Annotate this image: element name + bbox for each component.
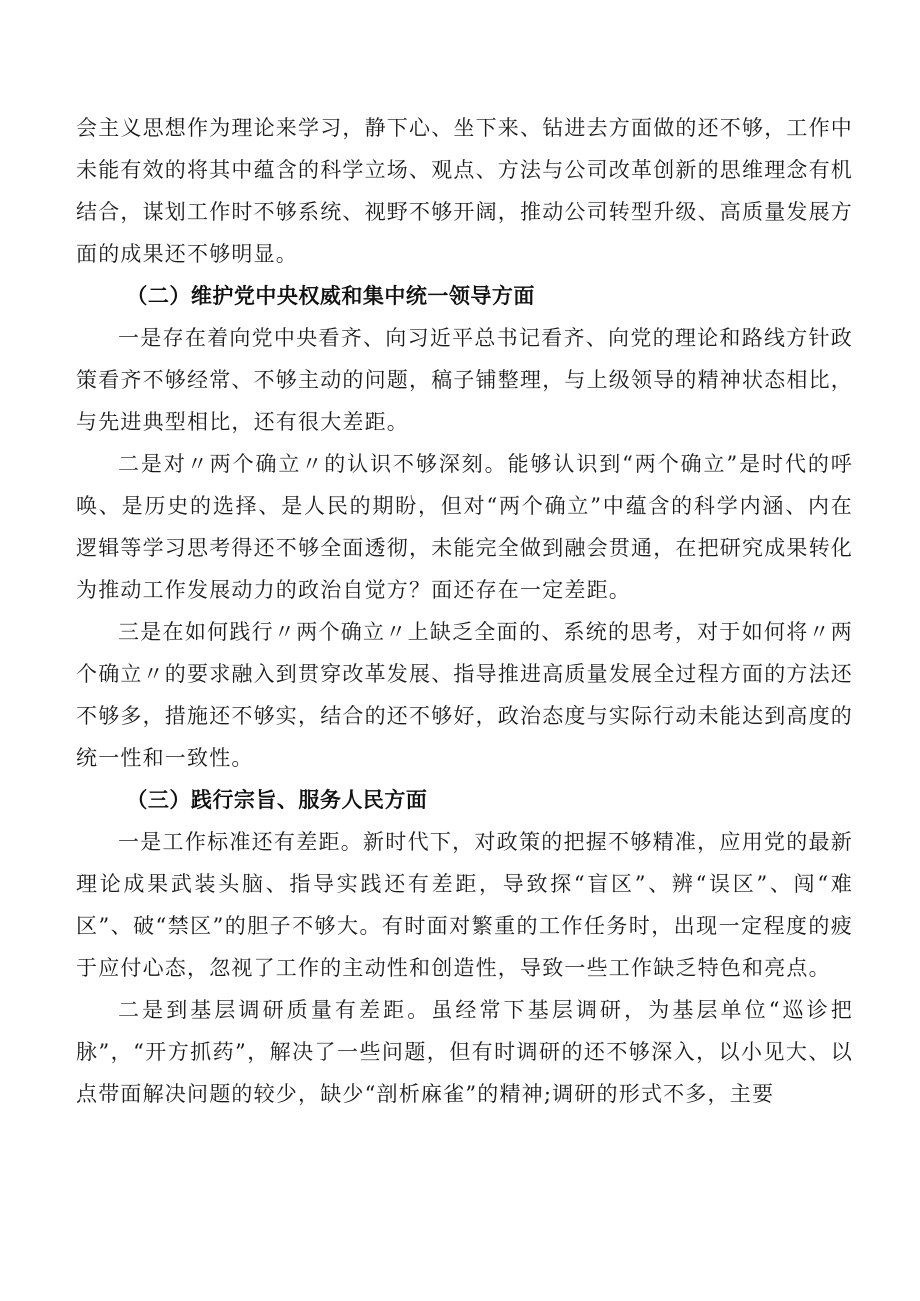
section-2-paragraph-1: 一是存在着向党中央看齐、向习近平总书记看齐、向党的理论和路线方针政策看齐不够经常、不够主动的问题，稿子铺整理，与上级领导的精神状态相比，与先进典型相比，还有很大差距。 (76, 326, 853, 434)
paragraph-continued: 会主义思想作为理论来学习，静下心、坐下来、钻进去方面做的还不够，工作中未能有效的将其中蕴含的科学立场、观点、方法与公司改革创新的思维理念有机结合，谋划工作时不够系统、视野不够开阔，推动公司转型升级、高质量发展方面的成果还不够明显。 (76, 116, 853, 266)
section-heading-3: （三）践行宗旨、服务人民方面 (126, 788, 428, 812)
section-2-paragraph-2: 二是对〃两个确立〃的认识不够深刻。能够认识到“两个确立”是时代的呼唤、是历史的选择、是人民的期盼，但对“两个确立”中蕴含的科学内涵、内在逻辑等学习思考得还不够全面透彻，未能完全做到融会贯通，在把研究成果转化为推动工作发展动力的政治自觉方？面还存在一定差距。 (76, 452, 853, 602)
section-2-paragraph-3: 三是在如何践行〃两个确立〃上缺乏全面的、系统的思考，对于如何将〃两个确立〃的要求融入到贯穿改革发展、指导推进高质量发展全过程方面的方法还不够多，措施还不够实，结合的还不够好，政治态度与实际行动未能达到高度的统一性和一致性。 (76, 620, 853, 770)
document-body (76, 107, 853, 1115)
section-3-paragraph-1: 一是工作标准还有差距。新时代下，对政策的把握不够精准，应用党的最新理论成果武装头脑、指导实践还有差距，导致探“盲区”、辨“误区”、闯“难区”、破“禁区”的胆子不够大。有时面对繁重的工作任务时，出现一定程度的疲于应付心态，忽视了工作的主动性和创造性，导致一些工作缺乏特色和亮点。 (76, 830, 853, 980)
section-heading-2: （二）维护党中央权威和集中统一领导方面 (126, 284, 535, 308)
section-3-paragraph-2: 二是到基层调研质量有差距。虽经常下基层调研，为基层单位“巡诊把脉”，“开方抓药”，解决了一些问题，但有时调研的还不够深入，以小见大、以点带面解决问题的较少，缺少“剖析麻雀”的精神;调研的形式不多，主要 (76, 998, 853, 1106)
